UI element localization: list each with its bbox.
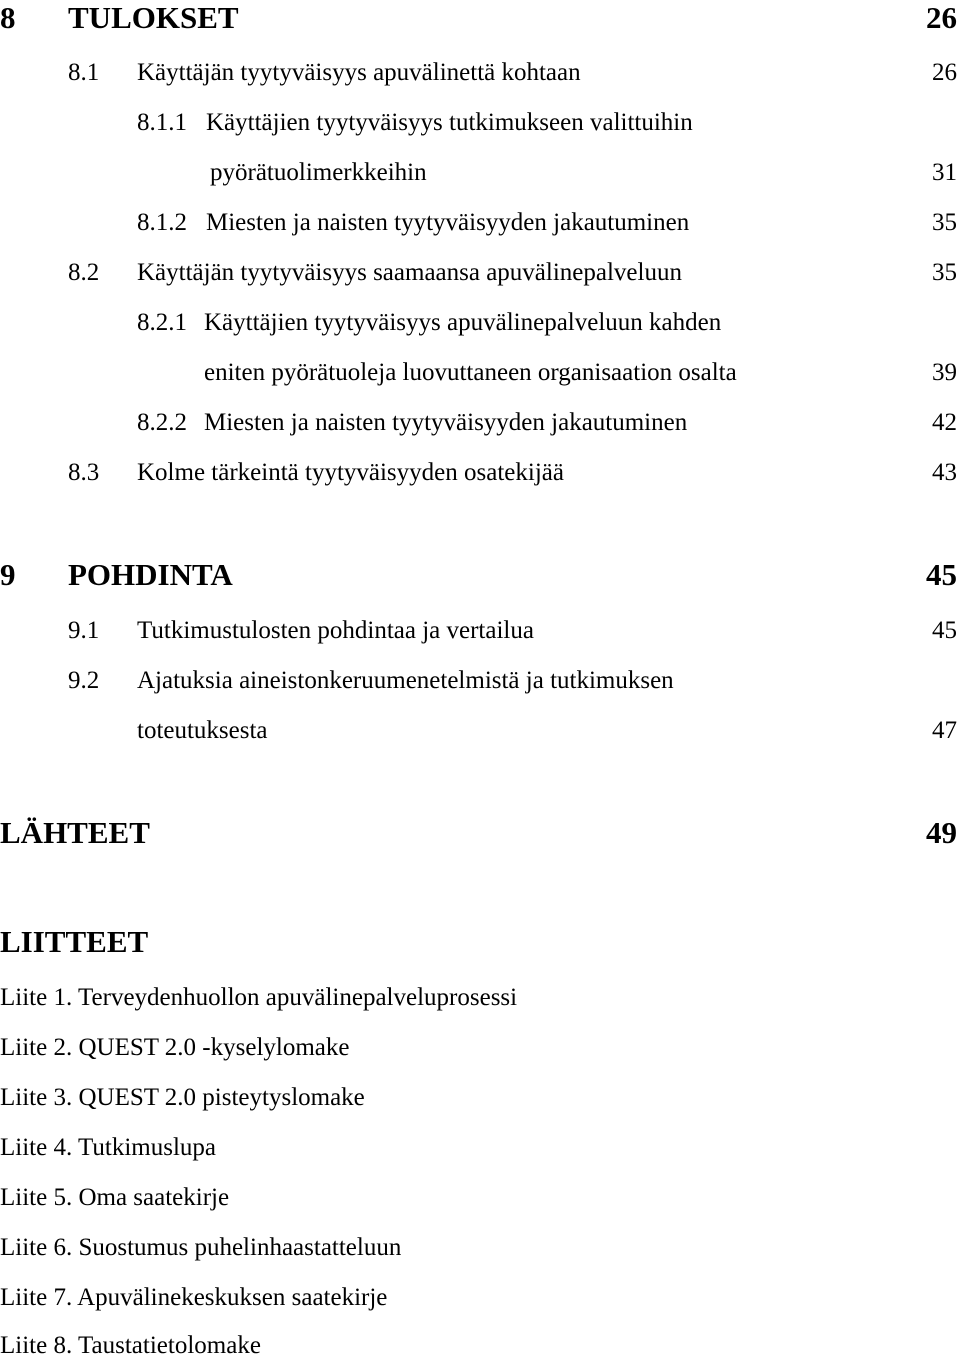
subsection-number: 8.1.2	[137, 209, 187, 236]
toc-references-title: LÄHTEET	[0, 815, 150, 850]
chapter-number: 9	[0, 557, 16, 592]
chapter-title: TULOKSET	[68, 0, 239, 35]
chapter-page: 45	[926, 557, 957, 592]
section-title: Tutkimustulosten pohdintaa ja vertailua	[137, 617, 534, 644]
section-number: 8.1	[68, 59, 100, 86]
section-title: Käyttäjän tyytyväisyys apuvälinettä kohtaan	[137, 59, 581, 86]
subsection-page: 39	[932, 359, 957, 386]
chapter-title: POHDINTA	[68, 557, 233, 592]
subsection-page: 31	[932, 159, 957, 186]
section-page: 47	[932, 717, 957, 744]
subsection-page: 42	[932, 409, 957, 436]
section-number: 9.2	[68, 667, 100, 694]
section-number: 8.3	[68, 459, 100, 486]
subsection-number: 8.2.1	[137, 309, 187, 336]
appendix-item: Liite 3. QUEST 2.0 pisteytyslomake	[0, 1084, 365, 1111]
toc-appendices-title: LIITTEET	[0, 924, 149, 959]
references-page: 49	[926, 815, 957, 850]
subsection-number: 8.2.2	[137, 409, 187, 436]
section-title-line2: toteutuksesta	[137, 717, 268, 744]
appendix-item: Liite 8. Taustatietolomake	[0, 1332, 261, 1359]
section-number: 9.1	[68, 617, 100, 644]
subsection-title-line1: Käyttäjien tyytyväisyys tutkimukseen valittuihin	[206, 109, 693, 136]
chapter-number: 8	[0, 0, 16, 35]
toc-section-9-1	[68, 616, 99, 646]
appendix-item: Liite 1. Terveydenhuollon apuvälinepalveluprosessi	[0, 984, 518, 1011]
subsection-title-line1: Käyttäjien tyytyväisyys apuvälinepalveluun kahden	[204, 309, 722, 336]
chapter-page: 26	[926, 0, 957, 35]
subsection-title: Miesten ja naisten tyytyväisyyden jakautuminen	[206, 209, 690, 236]
appendix-item: Liite 4. Tutkimuslupa	[0, 1134, 217, 1161]
appendix-item: Liite 6. Suostumus puhelinhaastatteluun	[0, 1234, 402, 1261]
toc-section-9-2	[68, 666, 99, 696]
section-page: 43	[932, 459, 957, 486]
subsection-page: 35	[932, 209, 957, 236]
section-page: 45	[932, 617, 957, 644]
section-page: 35	[932, 259, 957, 286]
toc-section-8-2	[68, 258, 99, 288]
toc-subsection-8-1-2	[137, 208, 187, 238]
section-title: Kolme tärkeintä tyytyväisyyden osatekijää	[137, 459, 564, 486]
section-page: 26	[932, 59, 957, 86]
toc-subsection-8-1-1	[137, 108, 187, 138]
toc-section-8-1	[68, 58, 99, 88]
appendix-item: Liite 7. Apuvälinekeskuksen saatekirje	[0, 1284, 388, 1311]
toc-subsection-8-2-2	[137, 408, 187, 438]
appendix-item: Liite 5. Oma saatekirje	[0, 1184, 230, 1211]
appendix-item: Liite 2. QUEST 2.0 -kyselylomake	[0, 1034, 350, 1061]
section-title-line1: Ajatuksia aineistonkeruumenetelmistä ja tutkimuksen	[137, 667, 674, 694]
section-number: 8.2	[68, 259, 100, 286]
toc-section-8-3	[68, 458, 99, 488]
section-title: Käyttäjän tyytyväisyys saamaansa apuvälinepalveluun	[137, 259, 682, 286]
toc-subsection-8-2-1	[137, 308, 187, 338]
subsection-title: Miesten ja naisten tyytyväisyyden jakautuminen	[204, 409, 688, 436]
subsection-title-line2: pyörätuolimerkkeihin	[210, 159, 427, 186]
subsection-number: 8.1.1	[137, 109, 187, 136]
subsection-title-line2: eniten pyörätuoleja luovuttaneen organisaation osalta	[204, 359, 737, 386]
